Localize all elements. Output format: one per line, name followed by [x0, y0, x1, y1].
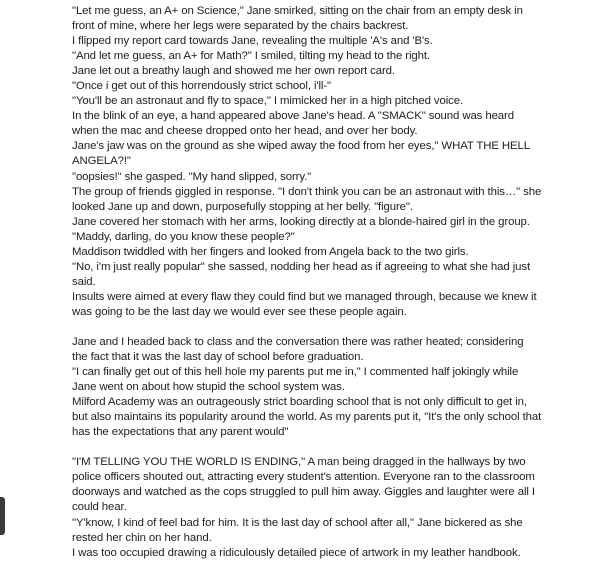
- paragraph-3: "And let me guess, an A+ for Math?" I smiled, tilting my head to the right.: [72, 50, 430, 63]
- paragraph-14: "No, i'm just really popular" she sassed, nodding her head as if agreeing to what she had just said.: [72, 260, 531, 288]
- paragraph-8: Jane's jaw was on the ground as she wiped away the food from her eyes," WHAT THE HELL ANGELA?!": [72, 140, 530, 168]
- side-scroll-handle[interactable]: [0, 497, 5, 535]
- paragraph-9: "oopsies!" she gasped. "My hand slipped, sorry.": [72, 170, 312, 183]
- paragraph-15: Insults were aimed at every flaw they could find but we managed through, because we knew it was going to be the last day we would ever see these people again.: [72, 290, 537, 318]
- story-text: [72, 4, 542, 561]
- paragraph-5: "Once i get out of this horrendously strict school, i'll-": [72, 80, 331, 93]
- paragraph-gap: [72, 320, 542, 335]
- paragraph-1: "Let me guess, an A+ on Science," Jane smirked, sitting on the chair from an empty desk in front of mine, where her legs were separated by the chairs backrest.: [72, 5, 523, 33]
- paragraph-10: The group of friends giggled in response. "I don't think you can be an astronaut with this…" she looked Jane up and down, purposefully stopping at her belly. "figure".: [72, 185, 542, 213]
- paragraph-11: Jane covered her stomach with her arms, looking directly at a blonde-haired girl in the group.: [72, 215, 530, 228]
- paragraph-18: Milford Academy was an outrageously strict boarding school that is not only difficult to get in, but also maintains its popularity around the world. As my parents put it, "It's the only school that has the expectations that any parent would": [72, 396, 542, 439]
- paragraph-13: Maddison twiddled with her fingers and looked from Angela back to the two girls.: [72, 245, 469, 258]
- paragraph-2: I flipped my report card towards Jane, revealing the multiple 'A's and 'B's.: [72, 35, 433, 48]
- paragraph-4: Jane let out a breathy laugh and showed me her own report card.: [72, 65, 395, 78]
- paragraph-17: "I can finally get out of this hell hole my parents put me in," I commented half jokingly while Jane went on about how stupid the school system was.: [72, 366, 519, 394]
- paragraph-20: "Y'know, I kind of feel bad for him. It is the last day of school after all," Jane bickered as she rested her chin on her hand.: [72, 516, 523, 544]
- paragraph-19: "I'M TELLING YOU THE WORLD IS ENDING," A man being dragged in the hallways by two police officers shouted out, attracting every student's attention. Everyone ran to the classroom doorways and watched as the cops struggled to pull him away. Giggles and laughter were all I could hear.: [72, 456, 535, 514]
- paragraph-gap: [72, 440, 542, 455]
- paragraph-6: "You'll be an astronaut and fly to space," I mimicked her in a high pitched voice.: [72, 95, 464, 108]
- paragraph-21: I was too occupied drawing a ridiculously detailed piece of artwork in my leather handbook.: [72, 546, 521, 559]
- paragraph-16: Jane and I headed back to class and the conversation there was rather heated; considering the fact that it was the last day of school before graduation.: [72, 335, 524, 364]
- paragraph-12: "Maddy, darling, do you know these people?": [72, 230, 295, 243]
- paragraph-7: In the blink of an eye, a hand appeared above Jane's head. A "SMACK" sound was heard when the mac and cheese dropped onto her head, and over her body.: [72, 110, 514, 138]
